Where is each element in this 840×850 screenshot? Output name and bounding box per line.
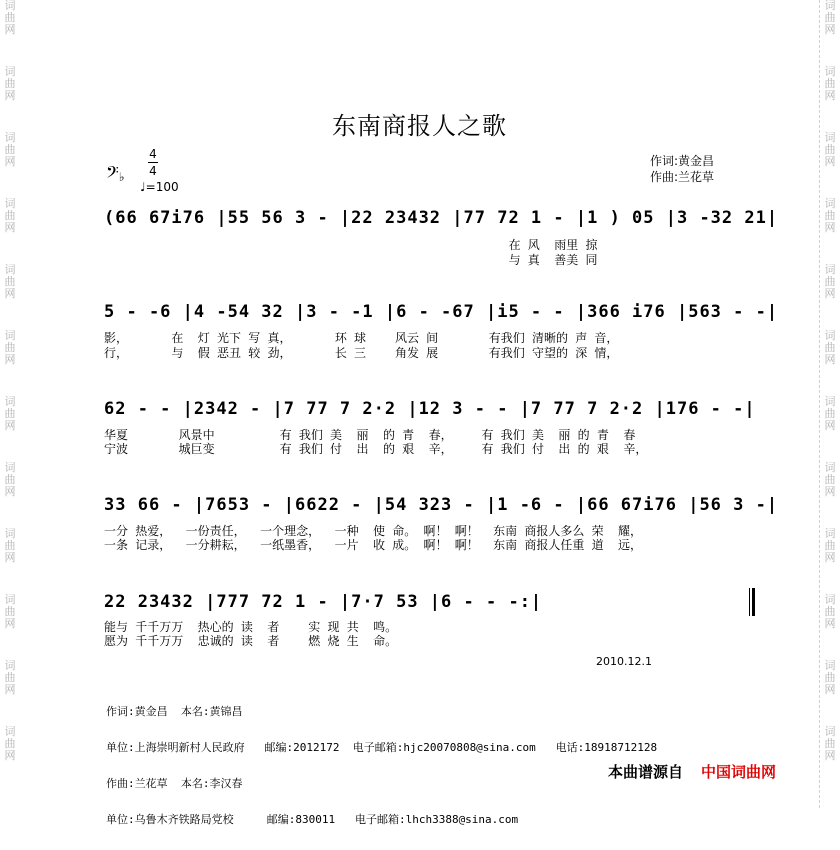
watermark-char: 词 [824,131,836,144]
watermark-unit [5,462,16,528]
watermark-char: 网 [4,89,16,102]
bass-clef-icon [106,162,125,186]
source-label: 本曲谱源自 [608,763,684,781]
watermark-char: 曲 [824,605,836,618]
footer-credits [106,682,657,850]
watermark-char: 网 [824,353,836,366]
footer-line-3: 作曲:兰花草 本名:李汉春 [106,777,243,790]
end-barline-thick [752,588,755,616]
watermark-unit [5,330,16,396]
watermark-char: 曲 [4,11,16,24]
watermark-unit [5,0,16,66]
watermark-char: 网 [824,89,836,102]
watermark-unit [5,396,16,462]
watermark-char: 词 [824,527,836,540]
watermark-unit [825,726,836,792]
watermark-unit [5,660,16,726]
watermark-unit [5,66,16,132]
lyric-line-4b: 一条 记录， 一分耕耘， 一纸墨香， 一片 收 成。 啊！ 啊！ 东南 商报人任重 道 远， [104,538,643,552]
watermark-char: 曲 [4,209,16,222]
watermark-char: 网 [824,287,836,300]
watermark-unit [825,396,836,462]
watermark-char: 曲 [4,341,16,354]
watermark-char: 网 [4,485,16,498]
watermark-char: 网 [4,419,16,432]
song-title: 东南商报人之歌 [332,112,507,140]
time-top: 4 [149,147,157,161]
watermark-unit [825,66,836,132]
watermark-unit [5,132,16,198]
watermark-char: 词 [4,0,16,12]
watermark-char: 曲 [824,737,836,750]
watermark-char: 词 [824,197,836,210]
clef-glyph: 𝄢 [106,162,119,186]
watermark-unit [5,264,16,330]
watermark-char: 词 [4,131,16,144]
watermark-char: 网 [4,683,16,696]
watermark-char: 词 [4,461,16,474]
watermark-char: 曲 [824,275,836,288]
watermark-char: 词 [4,65,16,78]
watermark-char: 网 [4,155,16,168]
watermark-unit [825,132,836,198]
watermark-char: 曲 [4,473,16,486]
watermark-char: 曲 [824,539,836,552]
lyric-line-2b: 行， 与 假 恶丑 较 劲， 长 三 角发 展 有我们 守望的 深 情， [104,346,619,360]
lyric-line-3a: 华夏 风景中 有 我们 美 丽 的 青 春， 有 我们 美 丽 的 青 春 [104,428,636,442]
watermark-char: 词 [824,65,836,78]
site-link[interactable]: 中国词曲网 [701,763,777,781]
watermark-unit [825,0,836,66]
lyric-line-5a: 能与 千千万万 热心的 读 者 实 现 共 鸣。 [104,620,398,634]
watermark-char: 曲 [4,539,16,552]
watermark-char: 网 [824,155,836,168]
watermark-char: 词 [4,395,16,408]
watermark-char: 曲 [824,341,836,354]
notation-line-3: 62 - - |2342 - |7 77 7 2·2 |12 3 - - |7 77 7 2·2 |176 - -| [104,399,756,419]
watermark-char: 词 [824,725,836,738]
watermark-unit [825,528,836,594]
watermark-unit [825,330,836,396]
watermark-char: 词 [824,395,836,408]
watermark-unit [825,660,836,726]
watermark-right [819,0,840,808]
watermark-char: 曲 [824,11,836,24]
end-barline-thin [749,588,750,616]
watermark-unit [825,594,836,660]
tempo-mark: ♩=100 [140,180,179,194]
watermark-char: 网 [824,419,836,432]
watermark-char: 曲 [4,275,16,288]
watermark-unit [5,594,16,660]
watermark-char: 词 [824,263,836,276]
watermark-char: 网 [824,221,836,234]
notation-line-1: (66 67i76 |55 56 3 - |22 23432 |77 72 1 - |1 ) 05 |3 -32 21| [104,208,779,228]
time-bottom: 4 [149,164,157,178]
watermark-char: 词 [824,329,836,342]
watermark-char: 曲 [824,671,836,684]
watermark-char: 曲 [4,77,16,90]
watermark-char: 网 [4,287,16,300]
watermark-char: 曲 [824,143,836,156]
lyric-line-5b: 愿为 千千万万 忠诚的 读 者 燃 烧 生 命。 [104,634,398,648]
watermark-char: 网 [824,551,836,564]
watermark-char: 网 [4,749,16,762]
watermark-char: 词 [4,197,16,210]
lyric-line-1a: 在 风 雨里 掠 [104,238,598,252]
watermark-char: 词 [4,527,16,540]
watermark-char: 网 [824,749,836,762]
watermark-char: 曲 [824,77,836,90]
composer-credit: 作曲:兰花草 [650,170,715,184]
lyric-line-1b: 与 真 善美 同 [104,253,598,267]
footer-line-4: 单位:乌鲁木齐铁路局党校 邮编:830011 电子邮箱:lhch3388@sina.com [106,813,519,826]
watermark-char: 词 [4,659,16,672]
watermark-char: 词 [824,461,836,474]
watermark-char: 网 [4,221,16,234]
watermark-char: 网 [824,617,836,630]
watermark-char: 曲 [4,407,16,420]
watermark-char: 曲 [824,407,836,420]
watermark-char: 词 [4,593,16,606]
watermark-char: 词 [4,725,16,738]
watermark-char: 网 [824,683,836,696]
time-signature [148,146,158,179]
watermark-char: 曲 [824,209,836,222]
watermark-unit [825,264,836,330]
watermark-char: 网 [4,551,16,564]
watermark-char: 网 [4,23,16,36]
source-brand [608,761,776,782]
watermark-char: 曲 [4,671,16,684]
watermark-char: 曲 [824,473,836,486]
lyric-line-3b: 宁波 城巨变 有 我们 付 出 的 艰 辛， 有 我们 付 出 的 艰 辛， [104,442,648,456]
watermark-char: 曲 [4,143,16,156]
footer-line-1: 作词:黄金昌 本名:黄锦昌 [106,705,243,718]
watermark-char: 网 [824,23,836,36]
watermark-char: 词 [824,0,836,12]
watermark-unit [5,528,16,594]
watermark-unit [5,726,16,792]
notation-line-5: 22 23432 |777 72 1 - |7·7 53 |6 - - -:| [104,592,543,612]
watermark-unit [825,198,836,264]
lyric-line-4a: 一分 热爱， 一份责任， 一个理念， 一种 使 命。 啊！ 啊！ 东南 商报人多么 荣 耀， [104,524,643,538]
flat-icon: ♭ [118,170,125,184]
watermark-char: 网 [824,485,836,498]
watermark-char: 曲 [4,737,16,750]
watermark-char: 词 [4,263,16,276]
footer-line-2: 单位:上海崇明新村人民政府 邮编:2012172 电子邮箱:hjc20070808@sina.com 电话:18918712128 [106,741,658,754]
watermark-unit [825,462,836,528]
watermark-char: 网 [4,353,16,366]
watermark-char: 词 [824,659,836,672]
watermark-char: 曲 [4,605,16,618]
notation-line-4: 33 66 - |7653 - |6622 - |54 323 - |1 -6 - |66 67i76 |56 3 -| [104,495,779,515]
lyric-line-2a: 影， 在 灯 光下 写 真， 环 球 风云 间 有我们 清晰的 声 音， [104,331,619,345]
credits [650,153,714,185]
watermark-unit [5,198,16,264]
watermark-char: 词 [4,329,16,342]
watermark-left [0,0,20,808]
score-page [22,0,817,826]
watermark-char: 词 [824,593,836,606]
date: 2010.12.1 [596,655,652,668]
notation-line-2: 5 - -6 |4 -54 32 |3 - -1 |6 - -67 |i5 - - |366 i76 |563 - -| [104,302,779,322]
watermark-char: 网 [4,617,16,630]
lyricist-credit: 作词:黄金昌 [650,154,715,168]
